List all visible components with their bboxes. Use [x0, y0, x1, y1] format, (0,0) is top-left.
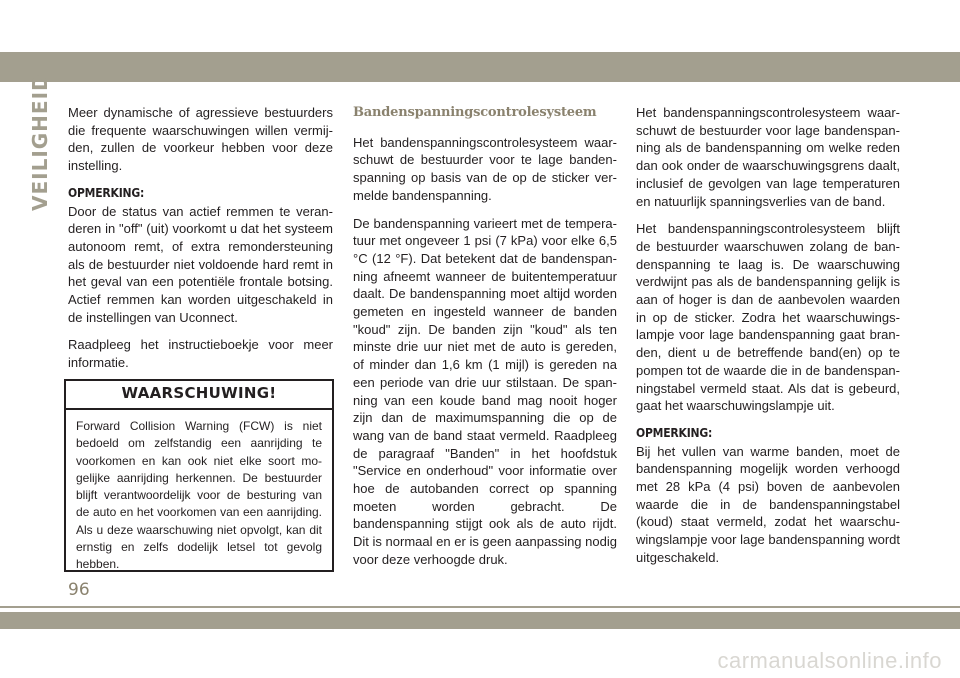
top-margin — [0, 0, 960, 32]
watermark: carmanualsonline.info — [717, 648, 942, 673]
paragraph: Raadpleeg het instructieboekje voor meer informatie. — [68, 337, 333, 371]
paragraph: Het bandenspanningscontrolesysteem waarschuwt de bestuurder voor lage bandenspanning als de bandenspanning om welke reden dan ook onder de waarschuwingsgrens daalt, inclusief de gevolgen van lage temperaturen en natuurlijk spanningsverlies van de band. — [636, 105, 900, 209]
paragraph: Het bandenspanningscontrolesysteem blijft de bestuurder waarschuwen zolang de bandenspanning te laag is. De waarschuwing verdwijnt pas als de bandenspanning gelijk is aan of hoger is dan de aanbevolen waarden in op de sticker. Zodra het waarschuwingslampje voor lage bandenspanning gaat branden, dient u de betreffende band(en) op te pompen tot de waarde die in de bandenspanningstabel vermeld staat. Als dat is gebeurd, gaat het waarschuwingslampje uit. — [636, 221, 900, 414]
page-number: 96 — [68, 580, 90, 600]
warning-text: Forward Collision Warning (FCW) is niet bedoeld om zelfstandig een aanrijding te voorkomen en kan ook niet elke soort mogelijke aanrijding herkennen. De bestuurder blijft verantwoordelijk voor de besturing van de auto en het voorkomen van een aanrijding. Als u deze waarschuwing niet opvolgt, kan dit ernstig en zelfs dodelijk letsel tot gevolg hebben. — [76, 419, 322, 572]
column-middle — [353, 104, 617, 579]
header-band — [0, 52, 960, 82]
section-tab-label: VEILIGHEID — [28, 73, 52, 211]
warning-title: WAARSCHUWING! — [66, 381, 332, 410]
warning-box — [64, 379, 334, 572]
column-right — [636, 104, 900, 567]
paragraph: Door de status van actief remmen te veranderen in "off" (uit) voorkomt u dat het systeem autonoom remt, of extra remondersteuning als de bestuurder niet voldoende hard remt in het geval van een potentiële frontale botsing. Actief remmen kan worden uitgeschakeld in de instellingen van Uconnect. — [68, 203, 333, 325]
footer-band — [0, 612, 960, 629]
section-heading: Bandenspanningscontrolesysteem — [353, 105, 597, 120]
paragraph: Meer dynamische of agressieve bestuurders die frequente waarschuwingen willen vermijden, zullen de voorkeur hebben voor deze instelling. — [68, 105, 333, 174]
footer-rule — [0, 606, 960, 608]
paragraph: Het bandenspanningscontrolesysteem waarschuwt de bestuurder voor te lage bandenspanning op basis van de op de sticker vermelde bandenspanning. — [353, 134, 617, 203]
paragraph: Bij het vullen van warme banden, moet de bandenspanning mogelijk worden verhoogd met 28 kPa (4 psi) boven de aanbevolen waarde die in de bandenspanningstabel (koud) staat vermeld, zodat het waarschuwingslampje voor lage bandenspanning wordt uitgeschakeld. — [636, 443, 900, 565]
note-label: OPMERKING: — [68, 185, 145, 200]
note-label: OPMERKING: — [636, 425, 713, 440]
paragraph: De bandenspanning varieert met de temperatuur met ongeveer 1 psi (7 kPa) voor elke 6,5 °C (12 °F). Dat betekent dat de bandenspanning afneemt wanneer de buitentemperatuur daalt. De bandenspanning moet altijd worden gemeten en ingesteld wanneer de banden "koud" zijn. De banden zijn "koud" als ten minste drie uur niet met de auto is gereden, of minder dan 1,6 km (1 mijl) is gereden na een periode van drie uur stilstaan. De spanning van een koude band mag nooit hoger zijn dan de maximumspanning die op de wang van de band staat vermeld. Raadpleeg de paragraaf "Banden" in het hoofdstuk "Service en onderhoud" voor informatie over hoe de autobanden correct op spanning moeten worden gebracht. De bandenspanning stijgt ook als de auto rijdt. Dit is normaal en er is geen aanpassing nodig voor deze verhoogde druk. — [353, 215, 617, 567]
column-left — [68, 104, 333, 382]
